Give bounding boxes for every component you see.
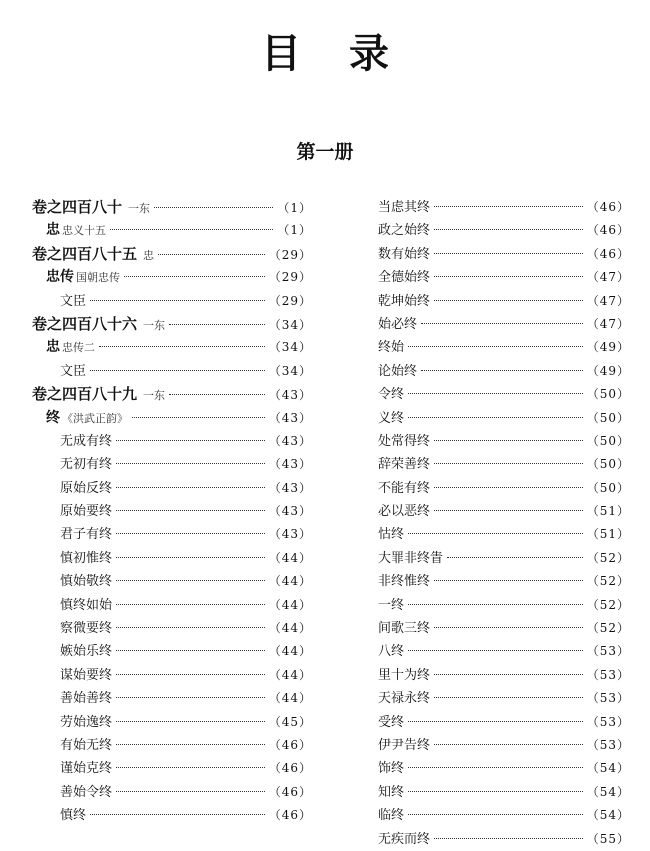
toc-entry-title: 令终 [378,387,405,403]
dot-leader [434,440,583,441]
toc-entry-title: 全德始终 [378,270,431,286]
toc-entry-page: （54） [586,784,630,799]
toc-entry-title: 慎终 [60,808,87,824]
toc-entry[interactable] [378,453,630,476]
toc-entry-title: 谋始要终 [60,667,113,683]
toc-entry[interactable] [32,640,312,663]
toc-entry-title: 终始 [378,340,405,356]
toc-entry-title: 慎终如始 [60,597,113,613]
dot-leader [110,229,273,230]
toc-entry[interactable] [32,290,312,313]
toc-entry-page: （46） [586,200,630,214]
toc-entry[interactable] [378,430,630,453]
toc-entry-title: 善始善终 [60,691,113,707]
toc-entry-page: （54） [586,808,630,823]
toc-entry-title: 大罪非终眚 [378,550,444,566]
dot-leader [116,533,265,534]
toc-entry-page: （43） [268,388,312,403]
dot-leader [116,604,265,605]
toc-entry[interactable] [378,734,630,757]
toc-entry-title: 里十为终 [378,667,431,683]
toc-entry-page: （51） [586,504,630,519]
dot-leader [99,346,265,347]
toc-entry-title: 乾坤始终 [378,293,431,309]
toc-entry-title: 不能有终 [378,480,431,496]
dot-leader [408,721,583,722]
toc-right-column [378,196,630,851]
toc-entry-subtitle: 忠传二 [62,341,95,355]
page-title: 目录 [261,31,437,77]
toc-entry[interactable] [378,336,630,359]
dot-leader [116,510,265,511]
toc-entry-page: （44） [268,574,312,589]
toc-entry-page: （45） [268,714,312,729]
dot-leader [90,300,265,301]
dot-leader [434,838,583,839]
dot-leader [408,791,583,792]
toc-entry-title: 临终 [378,808,405,824]
dot-leader [132,417,265,418]
toc-entry-title: 原始要终 [60,504,113,520]
toc-entry-title: 处常得终 [378,433,431,449]
dot-leader [116,650,265,651]
toc-entry-page: （1） [277,223,312,238]
toc-entry-title: 间歌三终 [378,621,431,637]
dot-leader [434,463,583,464]
toc-entry[interactable] [32,453,312,476]
toc-entry[interactable] [32,196,312,219]
dot-leader [421,370,583,371]
dot-leader [116,627,265,628]
toc-entry[interactable] [378,266,630,289]
dot-leader [169,324,265,325]
dot-leader [434,229,583,230]
dot-leader [434,276,583,277]
toc-entry-page: （49） [586,363,630,378]
toc-entry-title: 饰终 [378,761,405,777]
dot-leader [116,697,265,698]
dot-leader [116,674,265,675]
toc-entry-title: 非终惟终 [378,574,431,590]
toc-entry[interactable] [32,804,312,827]
toc-entry-title: 当虑其终 [378,200,431,215]
dot-leader [434,744,583,745]
dot-leader [408,393,583,394]
dot-leader [158,254,265,255]
toc-entry-title: 文臣 [60,293,87,309]
dot-leader [434,674,583,675]
toc-entry-page: （43） [268,410,312,425]
toc-entry[interactable] [378,547,630,570]
toc-entry-title: 有始无终 [60,737,113,753]
toc-entry-page: （50） [586,457,630,472]
toc-entry-page: （53） [586,667,630,682]
toc-entry-title: 慎初惟终 [60,550,113,566]
toc-entry-title: 辞荣善终 [378,457,431,473]
toc-entry-title: 终 [46,409,60,426]
toc-entry[interactable] [32,734,312,757]
volume-title: 第一册 [296,141,354,163]
toc-entry[interactable] [32,407,312,430]
toc-entry-page: （52） [586,621,630,636]
toc-entry-subtitle: 一东 [143,318,166,332]
toc-entry-title: 察微要终 [60,621,113,637]
toc-entry-page: （29） [268,247,312,262]
toc-entry-title: 卷之四百八十九 [32,385,138,404]
toc-entry[interactable] [378,383,630,406]
toc-entry-title: 文臣 [60,363,87,379]
toc-entry-page: （47） [586,270,630,285]
toc-entry-page: （43） [268,527,312,542]
toc-entry-page: （44） [268,621,312,636]
dot-leader [408,814,583,815]
toc-entry[interactable] [32,781,312,804]
toc-entry-title: 原始反终 [60,480,113,496]
toc-entry-page: （34） [268,363,312,378]
toc-entry[interactable] [32,617,312,640]
toc-entry-subtitle: 一东 [128,202,151,215]
dot-leader [408,604,583,605]
toc-entry[interactable] [32,360,312,383]
toc-entry[interactable] [378,570,630,593]
dot-leader [434,300,583,301]
dot-leader [116,721,265,722]
toc-entry-title: 君子有终 [60,527,113,543]
toc-entry-title: 忠 [46,222,60,239]
toc-entry[interactable] [32,757,312,780]
toc-entry[interactable] [32,500,312,523]
toc-entry[interactable] [378,828,630,851]
toc-entry[interactable] [378,804,630,827]
toc-entry-page: （34） [268,340,312,355]
toc-entry[interactable] [378,523,630,546]
toc-entry-subtitle: 一东 [143,389,166,403]
toc-entry[interactable] [378,711,630,734]
toc-entry[interactable] [32,243,312,266]
toc-entry[interactable] [32,383,312,406]
toc-entry-title: 忠传 [46,269,74,286]
toc-entry-title: 怙终 [378,527,405,543]
toc-entry-title: 论始终 [378,363,418,379]
dot-leader [408,650,583,651]
toc-entry-title: 政之始终 [378,223,431,239]
dot-leader [116,557,265,558]
dot-leader [408,767,583,768]
toc-entry[interactable] [378,594,630,617]
dot-leader [421,323,583,324]
toc-entry-title: 劳始逸终 [60,714,113,730]
toc-entry[interactable] [32,430,312,453]
toc-entry-page: （47） [586,316,630,331]
toc-entry[interactable] [32,313,312,336]
toc-entry[interactable] [378,664,630,687]
toc-entry-page: （46） [586,246,630,261]
toc-entry-subtitle: 忠 [143,248,155,262]
dot-leader [434,697,583,698]
toc-entry-title: 数有始终 [378,246,431,262]
dot-leader [434,206,583,207]
toc-entry-page: （44） [268,597,312,612]
toc-entry-subtitle: 忠义十五 [62,224,106,238]
toc-entry-title: 一终 [378,597,405,613]
toc-entry-page: （52） [586,550,630,565]
toc-entry[interactable] [32,664,312,687]
toc-entry-title: 始必终 [378,316,418,332]
toc-entry-page: （46） [268,784,312,799]
dot-leader [116,440,265,441]
dot-leader [434,510,583,511]
toc-entry[interactable] [32,711,312,734]
toc-entry-page: （49） [586,340,630,355]
dot-leader [434,487,583,488]
toc-entry-page: （50） [586,433,630,448]
toc-entry[interactable] [378,500,630,523]
toc-entry-title: 天禄永终 [378,691,431,707]
toc-entry-page: （52） [586,574,630,589]
toc-entry[interactable] [32,523,312,546]
toc-entry[interactable] [378,617,630,640]
dot-leader [116,791,265,792]
toc-entry-title: 无成有终 [60,433,113,449]
dot-leader [90,814,265,815]
toc-entry[interactable] [378,313,630,336]
toc-entry-title: 必以恶终 [378,504,431,520]
dot-leader [116,463,265,464]
toc-entry-page: （53） [586,714,630,729]
toc-entry-title: 谨始克终 [60,761,113,777]
toc-entry-title: 受终 [378,714,405,730]
toc-entry[interactable] [378,781,630,804]
dot-leader [116,767,265,768]
toc-entry-page: （50） [586,410,630,425]
toc-entry-page: （53） [586,737,630,752]
toc-entry[interactable] [32,594,312,617]
toc-entry[interactable] [378,243,630,266]
toc-entry[interactable] [32,570,312,593]
toc-entry-title: 义终 [378,410,405,426]
dot-leader [408,533,583,534]
toc-entry[interactable] [32,547,312,570]
toc-entry[interactable] [378,196,630,219]
toc-entry-page: （44） [268,691,312,706]
toc-entry-page: （52） [586,597,630,612]
dot-leader [434,580,583,581]
toc-entry-page: （44） [268,644,312,659]
toc-entry-page: （46） [268,761,312,776]
toc-entry-title: 忠 [46,339,60,356]
toc-entry[interactable] [378,477,630,500]
toc-entry[interactable] [378,640,630,663]
toc-entry-page: （53） [586,691,630,706]
toc-entry-page: （43） [268,433,312,448]
toc-entry-title: 卷之四百八十 [32,198,123,216]
toc-entry[interactable] [32,219,312,242]
toc-entry-page: （47） [586,293,630,308]
toc-entry[interactable] [378,407,630,430]
dot-leader [434,253,583,254]
toc-entry[interactable] [378,687,630,710]
toc-entry-title: 八终 [378,644,405,660]
toc-entry-title: 无疾而终 [378,831,431,847]
toc-entry-page: （54） [586,761,630,776]
dot-leader [116,744,265,745]
toc-entry-title: 善始令终 [60,784,113,800]
toc-entry-page: （43） [268,480,312,495]
toc-entry-page: （46） [268,737,312,752]
dot-leader [116,487,265,488]
dot-leader [124,276,265,277]
toc-entry-page: （55） [586,831,630,846]
toc-entry-page: （53） [586,644,630,659]
toc-entry[interactable] [378,360,630,383]
toc-entry-title: 慎始敬终 [60,574,113,590]
toc-entry-title: 嫉始乐终 [60,644,113,660]
dot-leader [90,370,265,371]
toc-entry[interactable] [378,290,630,313]
dot-leader [169,394,265,395]
toc-entry-page: （50） [586,387,630,402]
toc-entry-page: （50） [586,480,630,495]
toc-entry-title: 伊尹告终 [378,737,431,753]
toc-entry-page: （43） [268,504,312,519]
toc-entry-page: （1） [277,201,312,215]
toc-entry[interactable] [32,477,312,500]
toc-entry-subtitle: 国朝忠传 [76,271,120,285]
dot-leader [116,580,265,581]
toc-entry-page: （29） [268,293,312,308]
toc-entry[interactable] [32,687,312,710]
toc-entry[interactable] [378,757,630,780]
toc-entry-page: （29） [268,270,312,285]
toc-entry-title: 卷之四百八十六 [32,314,138,333]
toc-entry-page: （44） [268,667,312,682]
toc-left-column [32,196,312,828]
toc-entry-title: 无初有终 [60,457,113,473]
toc-entry-page: （44） [268,550,312,565]
toc-entry[interactable] [32,336,312,359]
dot-leader [408,417,583,418]
dot-leader [154,207,273,208]
dot-leader [447,557,583,558]
toc-entry-page: （34） [268,317,312,332]
toc-entry-page: （43） [268,457,312,472]
toc-entry-page: （46） [268,808,312,823]
dot-leader [408,346,583,347]
dot-leader [434,627,583,628]
toc-entry[interactable] [378,219,630,242]
toc-entry-page: （46） [586,223,630,238]
toc-entry-page: （51） [586,527,630,542]
toc-entry-subtitle: 《洪武正韵》 [62,411,128,425]
toc-entry-title: 卷之四百八十五 [32,244,138,263]
toc-entry-title: 知终 [378,784,405,800]
toc-entry[interactable] [32,266,312,289]
